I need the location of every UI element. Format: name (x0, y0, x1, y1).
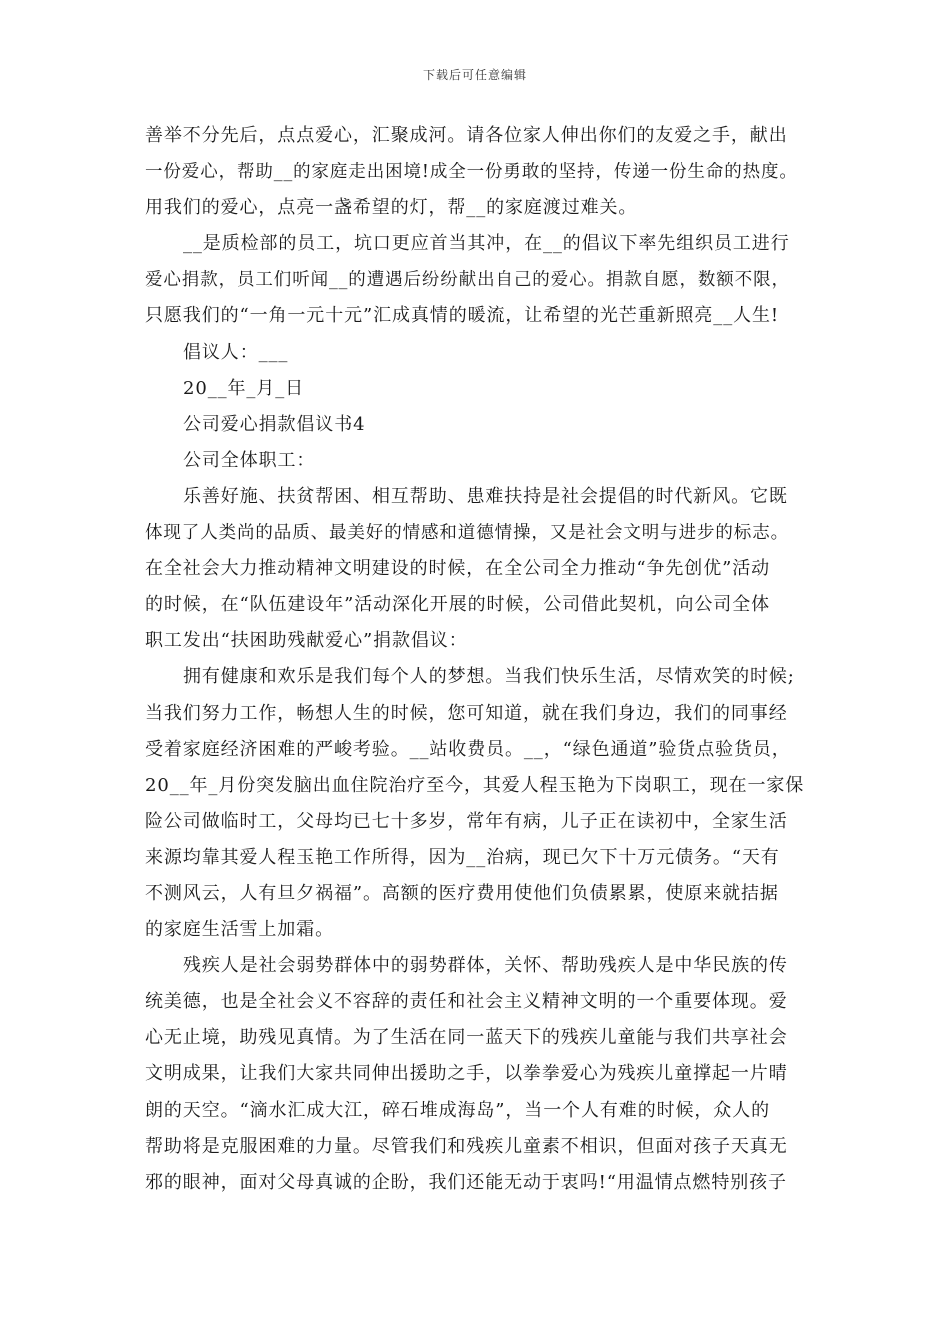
text-line: 邪的眼神，面对父母真诚的企盼，我们还能无动于衷吗!“用温情点燃特别孩子 (145, 1171, 787, 1193)
page-header: 下载后可任意编辑 (422, 68, 527, 82)
text-line: 文明成果，让我们大家共同伸出援助之手，以拳拳爱心为残疾儿童撑起一片晴 (145, 1063, 788, 1085)
text-line: 职工发出“扶困助残献爱心”捐款倡议： (145, 630, 468, 652)
text-line: 来源均靠其爱人程玉艳工作所得，因为__治病，现已欠下十万元债务。“天有 (145, 846, 780, 868)
text-line: 善举不分先后，点点爱心，汇聚成河。请各位家人伸出你们的友爱之手，献出 (145, 125, 788, 146)
document-body (145, 118, 805, 1201)
text-line: 公司爱心捐款倡议书4 (183, 413, 366, 435)
text-line: 残疾人是社会弱势群体中的弱势群体，关怀、帮助残疾人是中华民族的传 (183, 955, 788, 977)
text-line: 的家庭生活雪上加霜。 (145, 919, 334, 941)
text-line: 公司全体职工： (183, 449, 316, 471)
text-line: 当我们努力工作，畅想人生的时候，您可知道，就在我们身边，我们的同事经 (145, 702, 788, 724)
text-line: 在全社会大力推动精神文明建设的时候，在全公司全力推动“争先创优”活动 (145, 558, 771, 580)
text-line: 一份爱心，帮助__的家庭走出困境!成全一份勇敢的坚持，传递一份生命的热度。 (145, 162, 798, 183)
text-line: 帮助将是克服困难的力量。尽管我们和残疾儿童素不相识，但面对孩子天真无 (145, 1135, 788, 1157)
text-line: 只愿我们的“一角一元十元”汇成真情的暖流，让希望的光芒重新照亮__人生! (145, 305, 780, 327)
text-line: 险公司做临时工，父母均已七十多岁，常年有病，儿子正在读初中，全家生活 (145, 810, 788, 832)
text-line: 拥有健康和欢乐是我们每个人的梦想。当我们快乐生活，尽情欢笑的时候; (183, 666, 795, 688)
text-line: __是质检部的员工，坑口更应首当其冲，在__的倡议下率先组织员工进行 (183, 233, 790, 255)
text-line: 倡议人：___ (183, 341, 289, 363)
text-line: 体现了人类尚的品质、最美好的情感和道德情操，又是社会文明与进步的标志。 (145, 523, 789, 544)
text-line: 20__年_月份突发脑出血住院治疗至今，其爱人程玉艳为下岗职工，现在一家保 (145, 774, 805, 796)
text-line: 用我们的爱心，点亮一盏希望的灯，帮__的家庭渡过难关。 (145, 197, 638, 219)
text-line: 受着家庭经济困难的严峻考验。__站收费员。__，“绿色通道”验货点验货员， (145, 738, 791, 760)
text-line: 20__年_月_日 (183, 377, 305, 399)
text-line: 心无止境，助残见真情。为了生活在同一蓝天下的残疾儿童能与我们共享社会 (145, 1027, 788, 1049)
text-line: 不测风云，人有旦夕祸福”。高额的医疗费用使他们负债累累，使原来就拮据 (145, 882, 779, 904)
text-line: 朗的天空。“滴水汇成大江，碎石堆成海岛”，当一个人有难的时候，众人的 (145, 1099, 771, 1121)
text-line: 的时候，在“队伍建设年”活动深化开展的时候，公司借此契机，向公司全体 (145, 594, 771, 616)
text-line: 爱心捐款，员工们听闻__的遭遇后纷纷献出自己的爱心。捐款自愿，数额不限， (145, 270, 790, 291)
text-line: 乐善好施、扶贫帮困、相互帮助、患难扶持是社会提倡的时代新风。它既 (183, 485, 788, 507)
text-line: 统美德，也是全社会义不容辞的责任和社会主义精神文明的一个重要体现。爱 (145, 991, 788, 1013)
